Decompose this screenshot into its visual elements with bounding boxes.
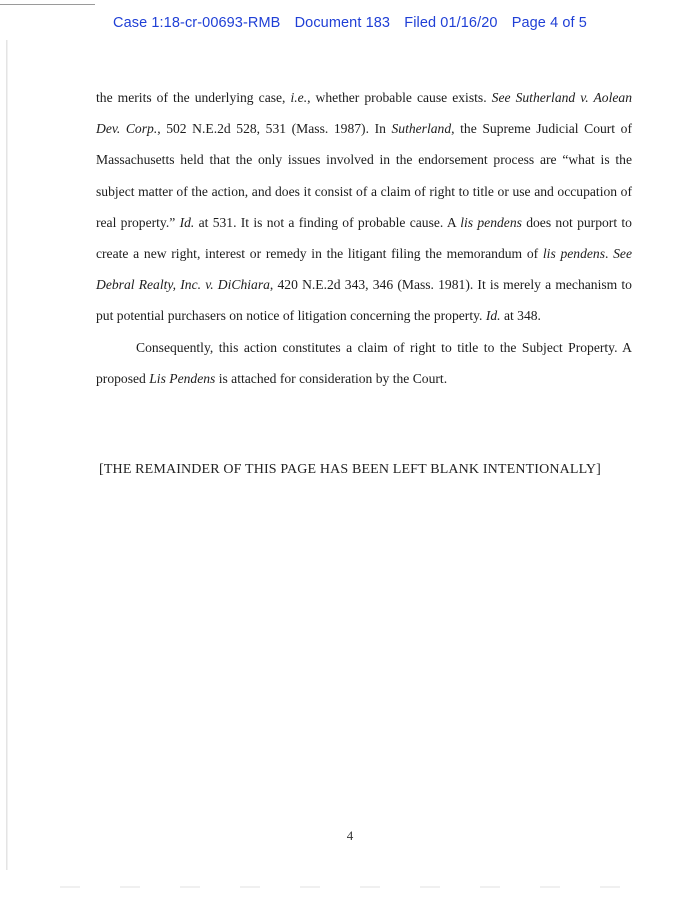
- text-run: , whether probable cause exists.: [307, 90, 492, 105]
- scan-smudge: [60, 886, 620, 888]
- header-filed-date: Filed 01/16/20: [404, 15, 498, 31]
- text-run: the merits of the underlying case,: [96, 90, 291, 105]
- italic-lis-pendens: lis pendens: [542, 246, 605, 262]
- text-run: , 502 N.E.2d 528, 531 (Mass. 1987). In: [157, 121, 392, 137]
- text-run: is attached for consideration by the Court.: [215, 370, 448, 386]
- ecf-header: [0, 15, 700, 31]
- citation-sutherland: See Sutherland v. Aolean Dev. Corp.: [96, 90, 633, 137]
- header-page-count: Page 4 of 5: [511, 15, 587, 31]
- italic-lis-pendens: Lis Pendens: [149, 370, 216, 386]
- italic-sutherland: Sutherland: [391, 121, 452, 137]
- header-document-number: Document 183: [294, 15, 391, 31]
- top-rule: [0, 4, 95, 5]
- paragraph-2: [96, 332, 632, 394]
- text-run: .: [605, 246, 614, 262]
- italic-lis-pendens: lis pendens: [460, 214, 522, 230]
- text-run: , the Supreme Judicial Court of Massachusetts held that the only issues involved in the endorsement process are “what is the subject matter of the action, and does it consist of a claim of right to title or use and occupation of real property.”: [96, 121, 632, 230]
- text-run: at 348.: [500, 308, 541, 324]
- citation-debral: See Debral Realty, Inc. v. DiChiara: [96, 246, 632, 293]
- header-case-number: Case 1:18-cr-00693-RMB: [113, 15, 281, 31]
- paragraph-1: [96, 82, 632, 332]
- page-number: 4: [346, 828, 354, 843]
- text-run: Consequently, this action constitutes a claim of right to title to the Subject Property. A proposed: [96, 339, 632, 386]
- text-run: at 531. It is not a finding of probable cause. A: [194, 214, 461, 230]
- italic-id: Id.: [179, 214, 195, 230]
- text-run: , 420 N.E.2d 343, 346 (Mass. 1981). It is merely a mechanism to put potential purchasers on notice of litigation concerning the property.: [96, 277, 632, 324]
- italic-id: Id.: [485, 308, 501, 324]
- italic-ie: i.e.: [290, 90, 308, 105]
- blank-page-notice: [THE REMAINDER OF THIS PAGE HAS BEEN LEFT BLANK INTENTIONALLY]: [99, 462, 601, 477]
- text-run: does not purport to create a new right, interest or remedy in the litigant filing the memorandum of: [96, 214, 632, 262]
- body-text: [96, 82, 632, 394]
- scan-edge: [6, 40, 8, 870]
